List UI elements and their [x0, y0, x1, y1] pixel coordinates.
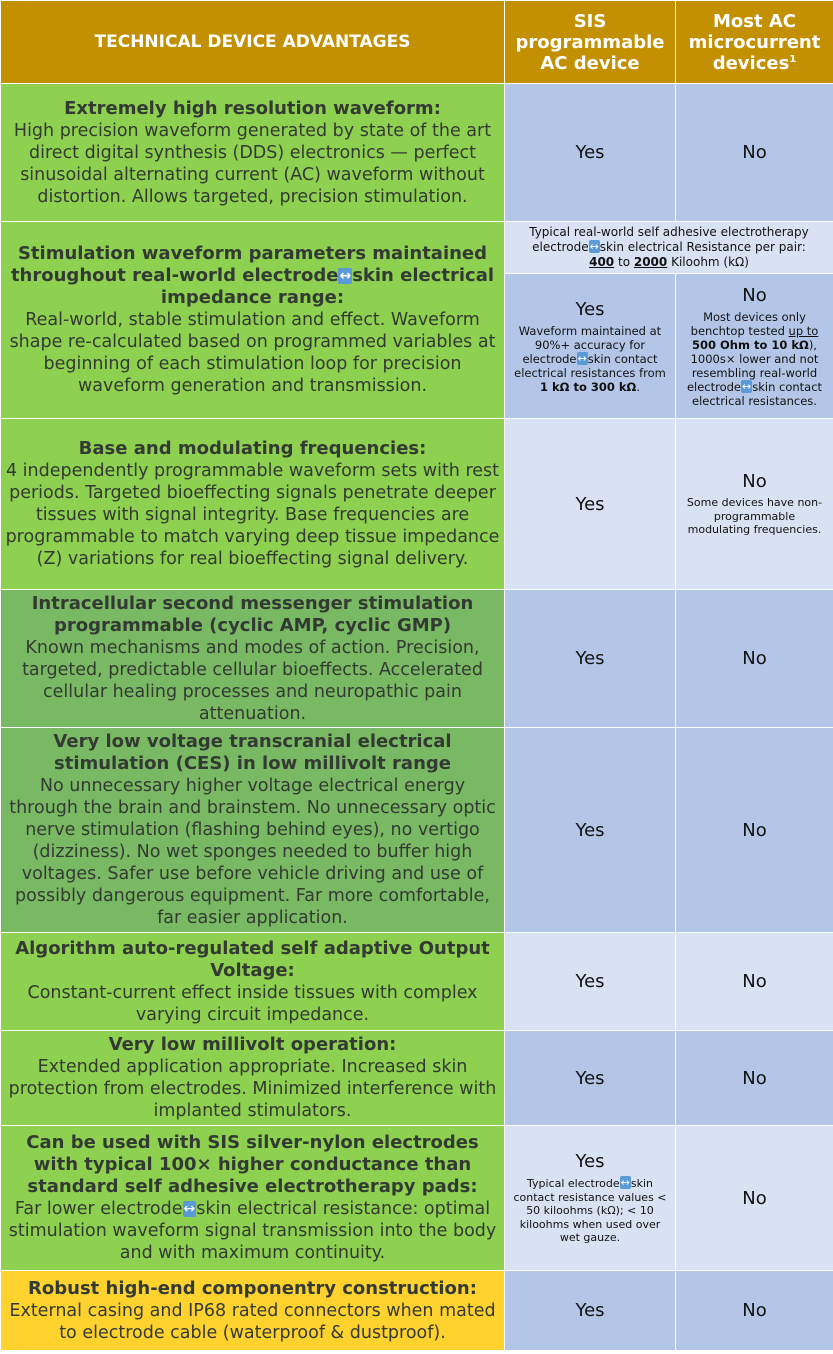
resistance-note-a: Typical real-world self adhesive electrotherapy electrode — [529, 225, 809, 254]
arrow-icon: ↔ — [577, 351, 587, 365]
resistance-min: 400 — [589, 255, 615, 269]
sis-cell — [505, 933, 676, 1031]
feature-title: Robust high-end componentry construction: — [28, 1277, 477, 1299]
sis-note-part: skin contact electrical resistances from — [514, 351, 666, 380]
sis-value: Yes — [575, 142, 605, 163]
feature-title: Intracellular second messenger stimulation programmable (cyclic AMP, cyclic GMP) — [31, 592, 474, 636]
sis-cell — [505, 84, 676, 222]
other-value: No — [742, 284, 767, 306]
arrow-icon: ↔ — [742, 379, 752, 393]
footnote-marker: 1 — [789, 53, 797, 65]
feature-description: Real-world, stable stimulation and effect. Waveform shape re-calculated based on programmed variables at beginning of each stimulation loop for precision waveform generation and transmission. — [9, 310, 496, 396]
other-cell — [676, 1126, 833, 1271]
header-most-ac-devices — [676, 1, 833, 84]
header-sis-device: SIS programmable AC device — [505, 1, 676, 84]
sis-note-part: skin contact resistance values < 50 kiloohms (kΩ); < 10 kiloohms when used over wet gauze. — [513, 1177, 667, 1245]
resistance-max: 2000 — [633, 255, 668, 269]
table-row — [1, 1031, 833, 1126]
other-note-part: Most devices only benchtop tested — [690, 309, 806, 338]
other-cell — [676, 274, 833, 419]
feature-cell — [1, 84, 505, 222]
feature-cell — [1, 1271, 505, 1351]
sis-cell — [505, 728, 676, 933]
table-row — [1, 1126, 833, 1271]
resistance-note-cell — [505, 222, 833, 274]
sis-cell — [505, 274, 676, 419]
sis-cell — [505, 1126, 676, 1271]
sis-value: Yes — [575, 819, 605, 841]
feature-description: Known mechanisms and modes of action. Precision, targeted, predictable cellular bioeffects. Accelerated cellular healing processes and neuropathic pain attenuation. — [22, 637, 483, 724]
sis-value: Yes — [575, 493, 605, 515]
resistance-unit: Kiloohm (kΩ) — [671, 255, 749, 269]
feature-cell — [1, 1031, 505, 1126]
other-value: No — [742, 142, 767, 163]
feature-title: Can be used with SIS silver-nylon electrodes with typical 100× higher conductance than standard self adhesive electrotherapy pads: — [26, 1132, 479, 1197]
sis-value: Yes — [575, 648, 605, 669]
other-cell — [676, 933, 833, 1031]
feature-description: High precision waveform generated by state of the art direct digital synthesis (DDS) electronics — perfect sinusoidal alternating current (AC) waveform without distortion. Allows targeted, precision stimulation. — [13, 120, 492, 207]
other-note-part: ), 1000s× lower and not resembling real-world electrode — [686, 337, 819, 394]
feature-title: Extremely high resolution waveform: — [64, 97, 441, 119]
feature-title: Algorithm auto-regulated self adaptive Output Voltage: — [15, 937, 490, 981]
other-note-range: 500 Ohm to 10 kΩ — [692, 337, 809, 352]
other-cell — [676, 419, 833, 590]
sis-cell — [505, 1031, 676, 1126]
other-cell — [676, 590, 833, 728]
sis-value: Yes — [575, 1067, 605, 1089]
sis-note-part: Waveform maintained at 90%+ accuracy for electrode — [518, 323, 662, 366]
other-cell — [676, 728, 833, 933]
feature-title-part: Stimulation waveform parameters maintained throughout real-world electrode — [10, 243, 488, 286]
table-row — [1, 222, 833, 274]
sis-cell — [505, 590, 676, 728]
feature-description: 4 independently programmable waveform sets with rest periods. Targeted bioeffecting signals penetrate deeper tissues with signal integrity. Base frequencies are programmable to match varying deep tissue impedance (Z) variations for real bioeffecting signal delivery. — [5, 461, 500, 569]
other-value: No — [742, 819, 767, 841]
table-row — [1, 933, 833, 1031]
table-row — [1, 1271, 833, 1351]
feature-title: Very low millivolt operation: — [108, 1034, 397, 1055]
sis-note — [505, 324, 675, 394]
other-note-up-to: up to — [788, 323, 819, 338]
other-note: Some devices have non-programmable modulating frequencies. — [686, 496, 823, 537]
arrow-icon: ↔ — [589, 240, 599, 253]
table-row — [1, 419, 833, 590]
feature-cell — [1, 222, 505, 419]
other-value: No — [742, 471, 767, 493]
feature-description: External casing and IP68 rated connectors when mated to electrode cable (waterproof & dustproof). — [9, 1300, 496, 1343]
feature-cell — [1, 419, 505, 590]
feature-description-part: skin electrical resistance: optimal stimulation waveform signal transmission into the body and with maximum continuity. — [8, 1199, 497, 1263]
feature-description-part: Far lower electrode — [14, 1199, 183, 1219]
header-technical-advantages: TECHNICAL DEVICE ADVANTAGES — [1, 1, 505, 84]
other-note — [676, 310, 833, 408]
sis-note-part: Typical electrode — [527, 1177, 620, 1191]
feature-title: Very low voltage transcranial electrical stimulation (CES) in low millivolt range — [53, 731, 452, 774]
resistance-note-b: skin electrical Resistance per pair: — [599, 240, 806, 254]
sis-value: Yes — [575, 971, 605, 992]
table-row — [1, 590, 833, 728]
arrow-icon: ↔ — [183, 1201, 196, 1217]
header-row — [1, 1, 833, 84]
arrow-icon: ↔ — [339, 268, 352, 284]
feature-title: Base and modulating frequencies: — [78, 438, 427, 459]
sis-value: Yes — [575, 1300, 605, 1321]
other-cell — [676, 1031, 833, 1126]
feature-cell — [1, 590, 505, 728]
other-cell — [676, 84, 833, 222]
table-row — [1, 728, 833, 933]
other-note-part: skin contact electrical resistances. — [692, 379, 823, 408]
other-value: No — [742, 971, 767, 992]
sis-cell — [505, 419, 676, 590]
feature-description — [5, 1198, 500, 1264]
sis-note-part: . — [636, 379, 640, 394]
other-value: No — [742, 1300, 767, 1321]
table-row — [1, 84, 833, 222]
feature-description: Extended application appropriate. Increased skin protection from electrodes. Minimized interference with implanted stimulators. — [8, 1057, 497, 1121]
sis-note — [505, 1176, 675, 1245]
sis-cell — [505, 1271, 676, 1351]
feature-cell — [1, 933, 505, 1031]
other-value: No — [742, 648, 767, 669]
header-most-ac-devices-label: Most AC microcurrent devices — [688, 10, 821, 74]
feature-description: Constant-current effect inside tissues with complex varying circuit impedance. — [27, 982, 478, 1025]
feature-description: No unnecessary higher voltage electrical energy through the brain and brainstem. No unnecessary optic nerve stimulation (flashing behind eyes), no vertigo (dizziness). No wet sponges needed to buffer high voltages. Safer use before vehicle driving and use of possibly dangerous equipment. Far more comfortable, far easier application. — [9, 776, 496, 928]
feature-title-part: skin electrical impedance range: — [160, 265, 495, 308]
arrow-icon: ↔ — [620, 1176, 630, 1190]
sis-note-range: 1 kΩ to 300 kΩ — [540, 379, 637, 394]
other-cell — [676, 1271, 833, 1351]
feature-cell — [1, 1126, 505, 1271]
resistance-to: to — [617, 255, 631, 269]
other-value: No — [742, 1187, 767, 1209]
sis-value: Yes — [575, 1151, 605, 1173]
sis-value: Yes — [575, 298, 605, 320]
feature-cell — [1, 728, 505, 933]
feature-title — [5, 243, 500, 309]
other-value: No — [742, 1067, 767, 1089]
